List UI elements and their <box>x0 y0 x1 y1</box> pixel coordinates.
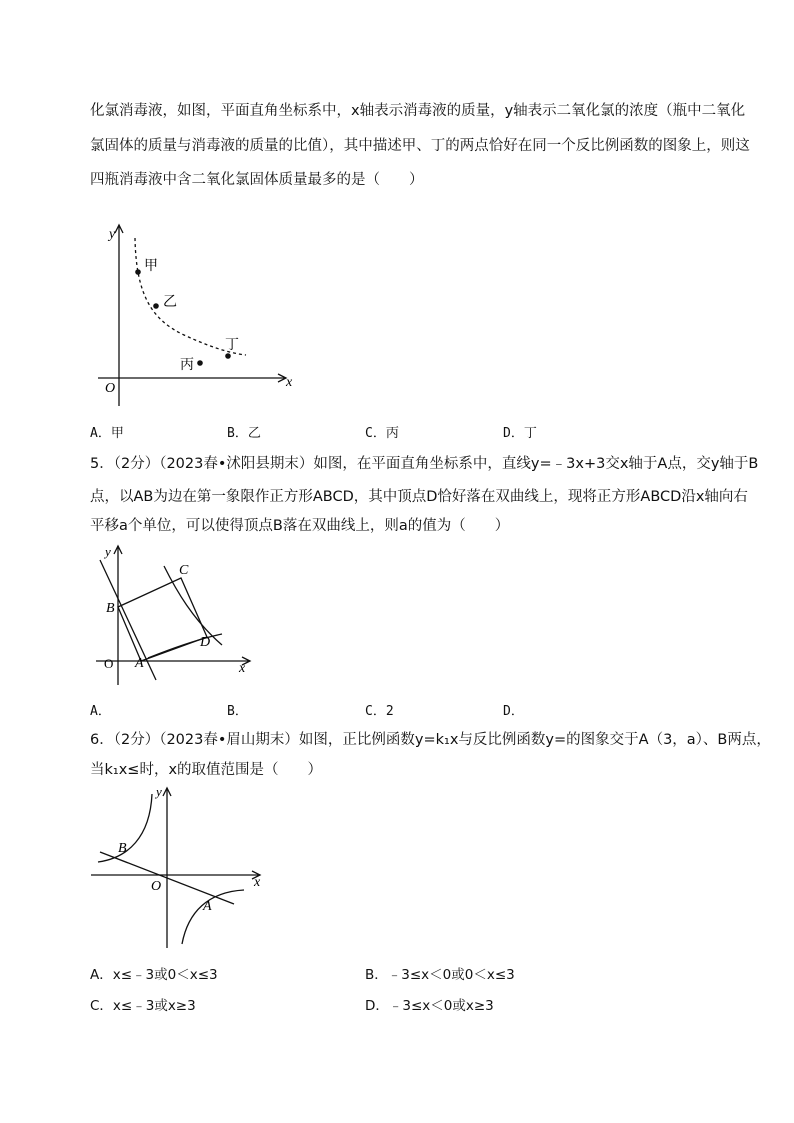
q6-hyperbola-right <box>182 890 244 944</box>
q5-option-b[interactable]: B． <box>227 704 248 719</box>
q4-point-bing <box>197 360 203 366</box>
q4-point-jia <box>135 269 141 275</box>
q4-option-d[interactable]: D．丁 <box>503 426 537 441</box>
q4-figure <box>88 220 303 412</box>
q6-x-label: x <box>254 875 261 890</box>
q4-y-label: y <box>109 227 116 242</box>
q4-origin-label: O <box>105 381 116 396</box>
q4-point-yi <box>153 303 159 309</box>
q5-line-2: 点，以AB为边在第一象限作正方形ABCD，其中顶点D恰好落在双曲线上，现将正方形ABCD沿x轴向右 <box>90 489 748 505</box>
q6-option-d[interactable]: D．﹣3≤x＜0或x≥3 <box>365 998 494 1014</box>
q5-figure <box>88 540 258 690</box>
q5-option-a[interactable]: A． <box>90 704 111 719</box>
q5-x-label: x <box>239 661 246 676</box>
q4-x-label: x <box>286 375 293 390</box>
q5-line-1: 5．（2分）（2023春•沭阳县期末）如图，在平面直角坐标系中，直线y=﹣3x+3交x轴于A点，交y轴于B <box>90 456 759 472</box>
q5-option-c[interactable]: C．2 <box>365 704 394 719</box>
q4-point-ding <box>225 353 231 359</box>
q4-option-a[interactable]: A．甲 <box>90 426 124 441</box>
q6-figure <box>88 782 268 952</box>
q4-option-c[interactable]: C．丙 <box>365 426 399 441</box>
q6-line-2: 当k₁x≤时，x的取值范围是（ ） <box>90 762 323 778</box>
q4-line-2: 氯固体的质量与消毒液的质量的比值），其中描述甲、丁的两点恰好在同一个反比例函数的图象上，则这 <box>90 138 750 154</box>
q4-label-bing: 丙 <box>180 357 194 373</box>
q4-line-3: 四瓶消毒液中含二氧化氯固体质量最多的是（ ） <box>90 172 424 188</box>
q4-option-b[interactable]: B．乙 <box>227 426 261 441</box>
q6-option-c[interactable]: C．x≤﹣3或x≥3 <box>90 998 196 1014</box>
q6-label-a: A <box>203 899 212 914</box>
q5-label-b: B <box>106 601 115 616</box>
q5-label-c: C <box>179 563 189 578</box>
q5-label-a: A <box>135 656 144 671</box>
q5-y-label: y <box>105 544 111 559</box>
q4-label-jia: 甲 <box>144 258 158 274</box>
q4-line-1: 化氯消毒液，如图，平面直角坐标系中，x轴表示消毒液的质量，y轴表示二氧化氯的浓度（瓶中二氧化 <box>90 103 746 119</box>
q5-origin-label: O <box>104 656 114 671</box>
q6-option-b[interactable]: B．﹣3≤x＜0或0＜x≤3 <box>365 967 515 983</box>
q6-y-label: y <box>156 784 162 799</box>
q4-label-ding: 丁 <box>225 337 239 353</box>
q6-origin-label: O <box>151 879 162 894</box>
q6-label-b: B <box>118 841 127 856</box>
q5-option-d[interactable]: D． <box>503 704 524 719</box>
q4-label-yi: 乙 <box>163 294 177 310</box>
q5-label-d: D <box>200 635 211 650</box>
q6-option-a[interactable]: A．x≤﹣3或0＜x≤3 <box>90 967 218 983</box>
q6-line-1: 6．（2分）（2023春•眉山期末）如图，正比例函数y=k₁x与反比例函数y=的图象交于A（3，a）、B两点， <box>90 732 771 748</box>
q5-square-abcd <box>118 578 207 661</box>
q5-line-3: 平移a个单位，可以使得顶点B落在双曲线上，则a的值为（ ） <box>90 518 510 534</box>
